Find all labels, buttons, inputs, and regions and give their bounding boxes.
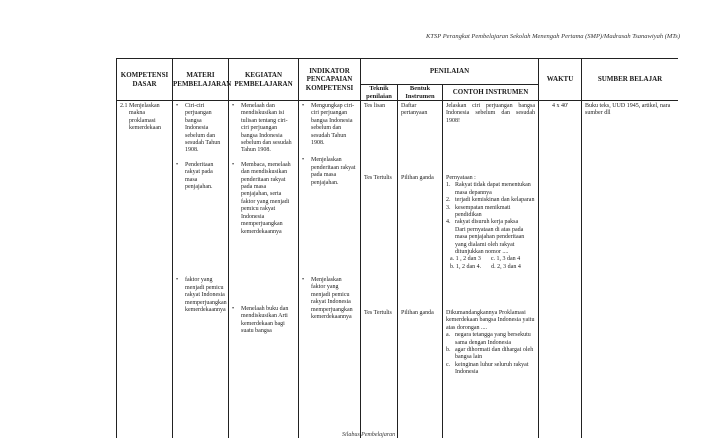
col-indikator: INDIKATOR PENCAPAIAN KOMPETENSI bbox=[299, 59, 361, 101]
materi-item: • Ciri-ciri perjuangan bangsa Indonesia sebelum dan sesudah Tahun 1908. bbox=[176, 103, 221, 154]
statement-item: 3. kesempatan menikmati pendidikan bbox=[446, 204, 511, 219]
bentuk-item: Daftar pertanyaan bbox=[401, 103, 428, 117]
col-materi: MATERI PEMBELAJARAN bbox=[173, 59, 229, 101]
indikator-item: • Mengungkap ciri-ciri perjuangan bangsa Indonesia sebelum dan sesudah Tahun 1908. bbox=[302, 103, 355, 147]
col-penilaian: PENILAIAN bbox=[361, 59, 539, 85]
bentuk-item: Pilihan ganda bbox=[401, 175, 434, 181]
materi-item: • Penderitaan rakyat pada masa penjajahan. bbox=[176, 161, 214, 191]
kegiatan-item: • Membaca, menelaah dan mendiskusikan penderitaan rakyat pada masa penjajahan, serta faktor yang menjadi pemicu rakyat Indonesia memperjuangkan kemerdekaannya bbox=[232, 161, 291, 235]
sumber-belajar: Buku teks, UUD 1945, artikel, nara sumber dll bbox=[585, 103, 671, 117]
col-sumber: SUMBER BELAJAR bbox=[582, 59, 678, 101]
kegiatan-item: • Menelaah dan mendiskusikan isi tulisan tentang ciri-ciri perjuangan bangsa Indonesia sebelum dan sesudah Tahun 1908. bbox=[232, 103, 292, 154]
answer-options: b. 1, 2 dan 4. d. 2, 3 dan 4 bbox=[450, 263, 521, 270]
question-text: Dari pernyataan di atas pada masa penjajahan penderitaan yang dialami oleh rakyat ditunjukkan nomor .... bbox=[455, 226, 525, 256]
kompetensi-dasar-item: 2.1 Menjelaskan makna proklamasi kemerdekaan bbox=[120, 103, 161, 132]
teknik-item: Tes Tertulis bbox=[364, 175, 392, 181]
option-item: a. negara tetangga yang bersekutu sama dengan Indonesia bbox=[446, 332, 531, 346]
statement-item: 1. Rakyat tidak dapat menentukan masa depannya bbox=[446, 182, 531, 196]
contoh-instrumen-1: Jelaskan ciri perjuangan bangsa Indonesia sebelum dan sesudah 1908! bbox=[446, 103, 536, 124]
col-waktu: WAKTU bbox=[539, 59, 582, 101]
col-teknik: Teknik penilaian bbox=[361, 85, 398, 101]
col-contoh: CONTOH INSTRUMEN bbox=[443, 85, 539, 101]
materi-item: • faktor yang menjadi pemicu rakyat Indonesia memperjuangkan kemerdekaannya bbox=[176, 277, 227, 314]
option-item: b. agar dihormati dan dihargai oleh bangsa lain bbox=[446, 347, 534, 361]
waktu-value: 4 x 40' bbox=[551, 103, 569, 109]
syllabus-frame bbox=[116, 58, 678, 438]
content-row bbox=[117, 101, 679, 439]
indikator-item: • Menjelaskan faktor yang menjadi pemicu rakyat Indonesia memperjuangkan kemerdekaannya bbox=[302, 277, 353, 321]
syllabus-table bbox=[116, 58, 678, 438]
bentuk-item: Pilihan ganda bbox=[401, 310, 434, 316]
contoh-instrumen-3: Dikumandangkannya Proklamasi kemerdekaan bangsa Indonesia yaitu atas dorongan .... a. negara tetangga yang bersekutu sama dengan Indonesia b. agar dihormati dan dihargai oleh bangsa lain c. keinginan luhur seluruh rakyat Indonesia bbox=[446, 310, 535, 376]
statement-item: 2. terjadi kemiskinan dan kelaparan bbox=[446, 197, 535, 204]
kegiatan-item: • Menelaah buku dan mendiskusikan Arti kemerdekaan bagi suatu bangsa bbox=[232, 305, 289, 335]
col-kegiatan: KEGIATAN PEMBELAJARAN bbox=[229, 59, 299, 101]
indikator-item: • Menjelaskan penderitaan rakyat pada masa penjajahan. bbox=[302, 157, 356, 186]
col-kompetensi-dasar: KOMPETENSI DASAR bbox=[117, 59, 173, 101]
header-row bbox=[117, 59, 679, 85]
teknik-item: Tes lisan bbox=[364, 103, 386, 109]
col-bentuk: Bentuk Instrumen bbox=[398, 85, 443, 101]
statement-item: 4. rakyat disuruh kerja paksa bbox=[446, 219, 519, 226]
page-header-note: KTSP Perangkat Pembelajaran Sekolah Menengah Pertama (SMP)/Madrasah Tsanawiyah (MTs) bbox=[426, 33, 680, 40]
contoh-instrumen-2: Pernyataan : 1. Rakyat tidak dapat menentukan masa depannya 2. terjadi kemiskinan dan kelaparan 3. kesempatan menikmati pendidikan 4. rakyat disuruh kerja paksa Dari pernyataan di atas pada masa penjajahan penderitaan yang dialami oleh rakyat ditunjukkan nomor .... a. 1 , 2 dan 3 c. 1, 3 dan 4 b. 1, 2 dan 4. d. 2, 3 dan 4 bbox=[446, 175, 535, 270]
teknik-item: Tes Tertulis bbox=[364, 310, 392, 316]
option-item: c. keinginan luhur seluruh rakyat Indonesia bbox=[446, 361, 529, 376]
page-footer-note: Silabus Pembelajaran bbox=[342, 432, 396, 438]
answer-options: a. 1 , 2 dan 3 c. 1, 3 dan 4 bbox=[450, 256, 521, 263]
